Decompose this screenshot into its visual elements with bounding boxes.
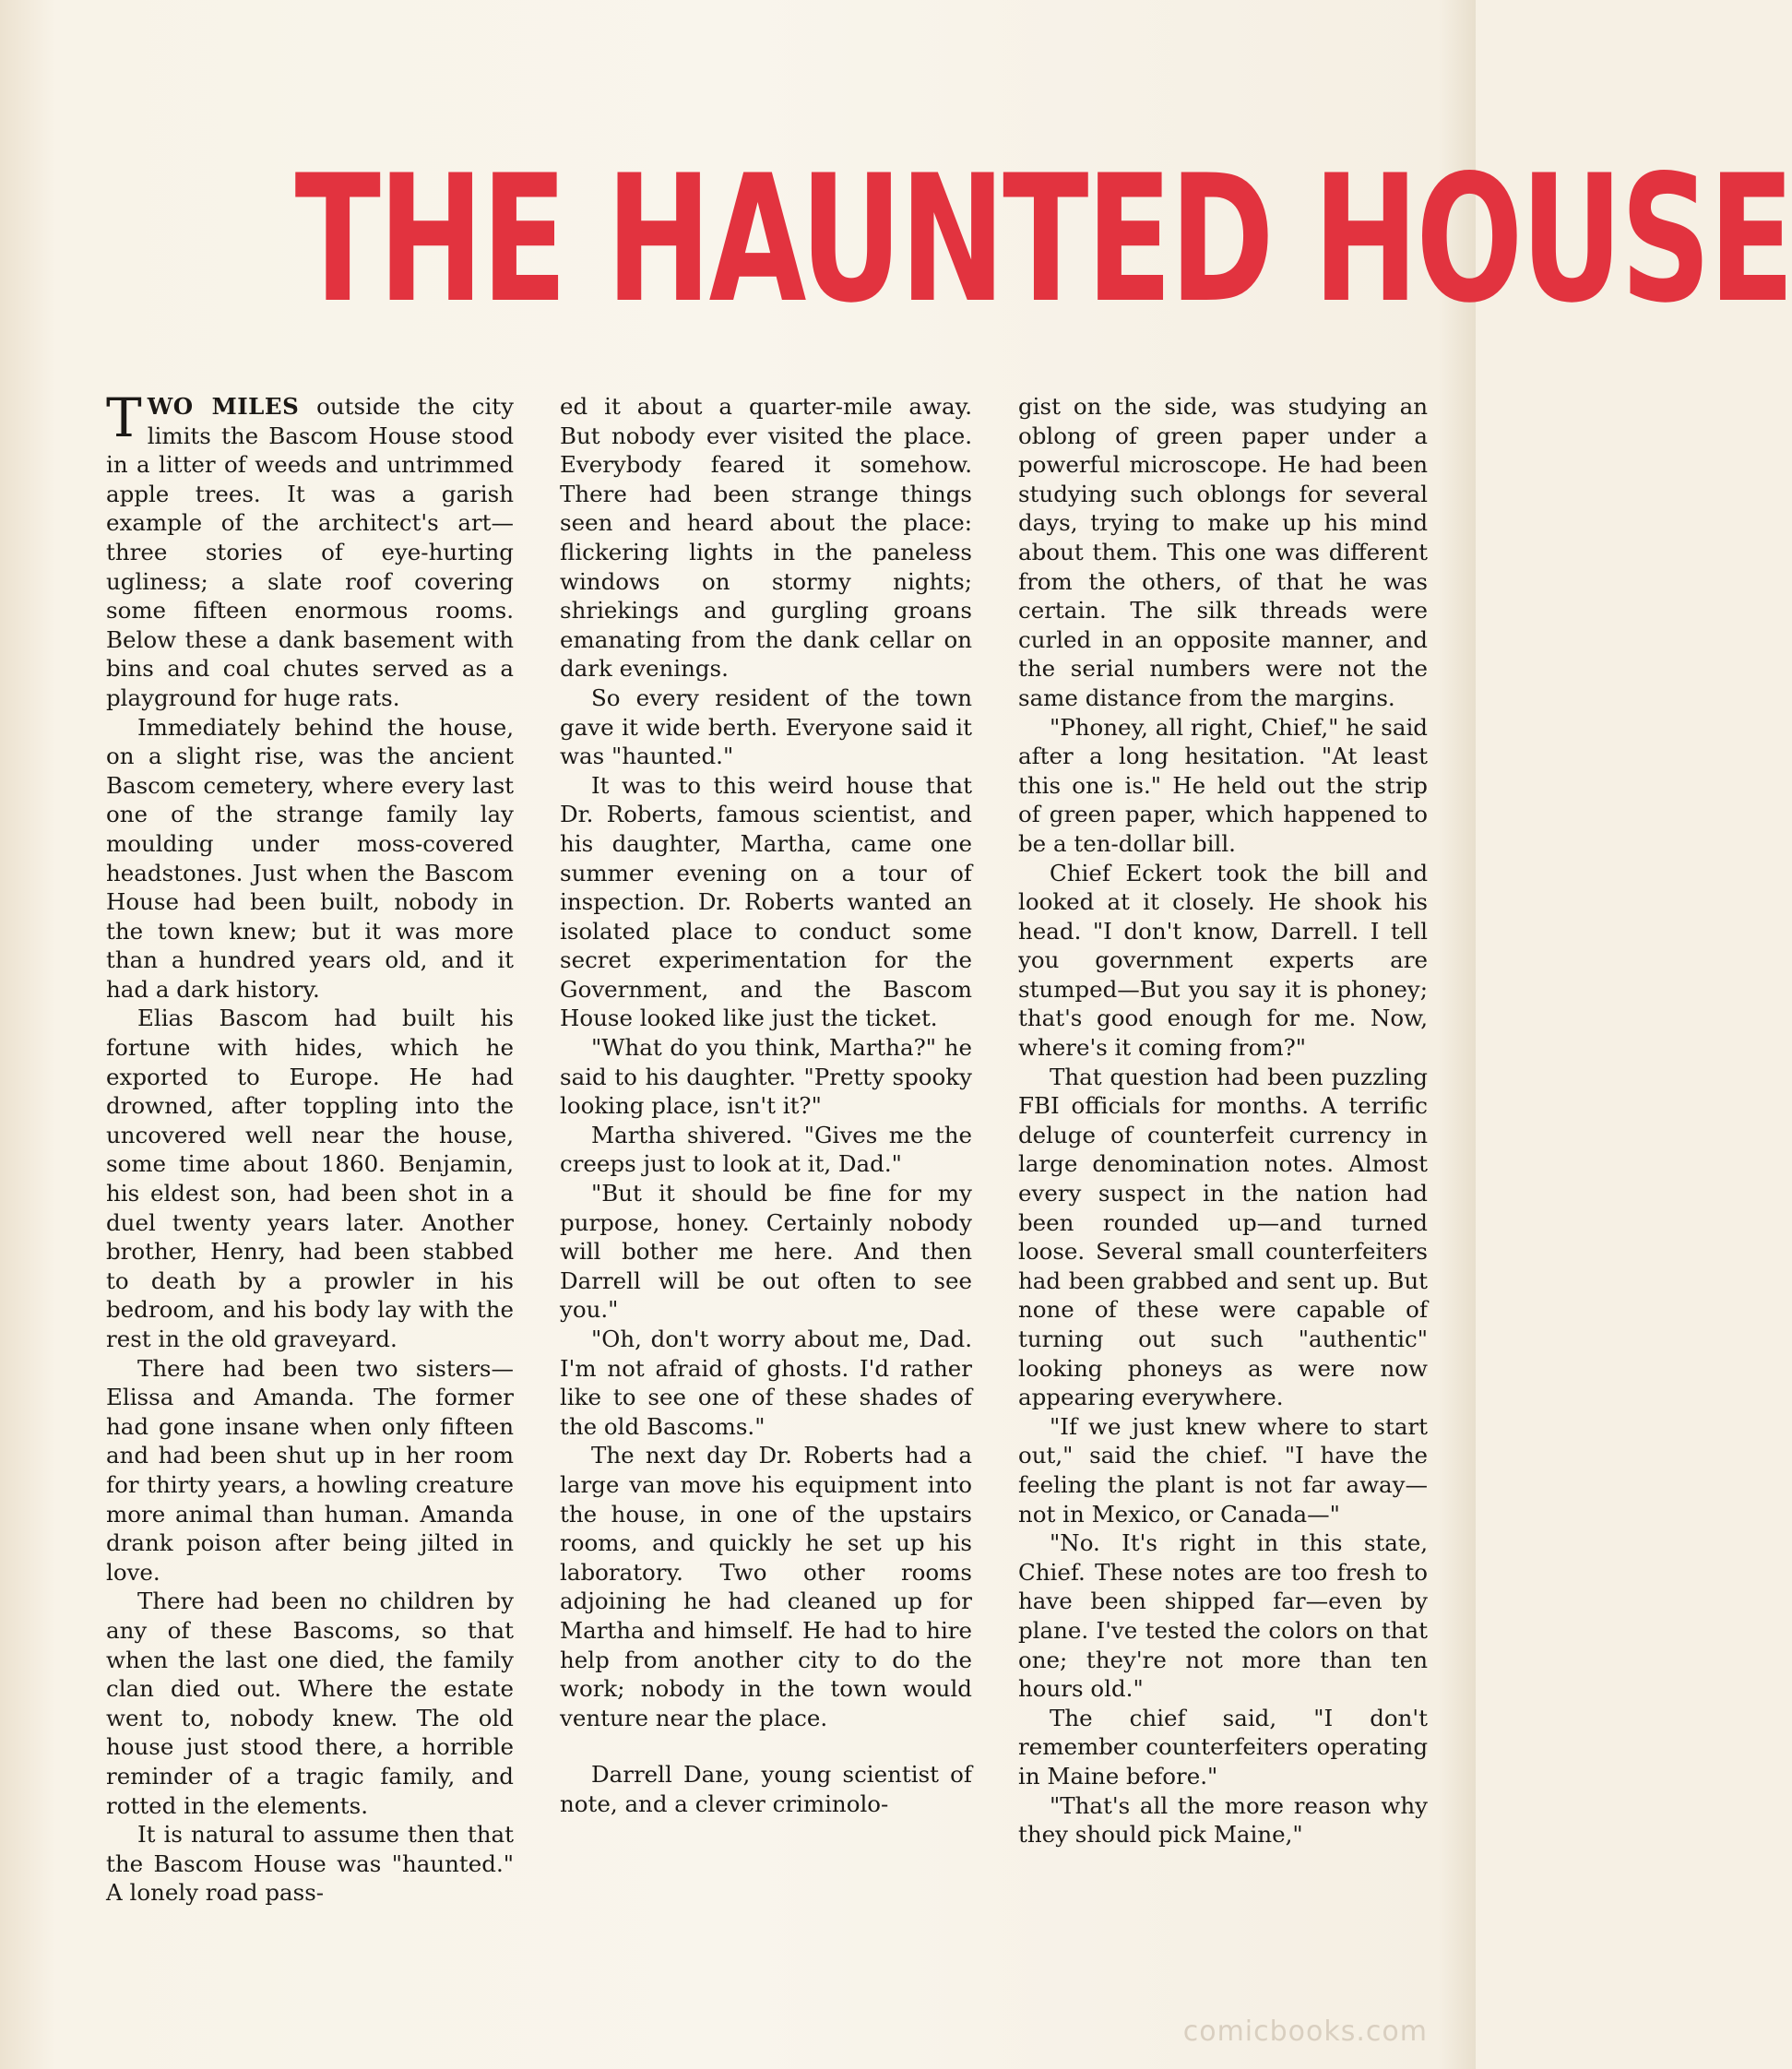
lead-in: WO MILES — [147, 393, 300, 420]
paragraph: There had been no children by any of these Bascoms, so that when the last one died, the family clan died out. Where the estate went to, nobody knew. The old house just stood there, a horrible reminder of a tragic family, and rotted in the elements. — [106, 1587, 514, 1819]
paragraph: The next day Dr. Roberts had a large van move his equipment into the house, in one of the upstairs rooms, and quickly he set up his laboratory. Two other rooms adjoining he had cleaned up for Martha and himself. He had to hire help from another city to do the work; nobody in the town would venture near the place. — [560, 1442, 972, 1731]
story-title: THE HAUNTED HOUSE — [294, 137, 1792, 341]
paragraph: "Oh, don't worry about me, Dad. I'm not afraid of ghosts. I'd rather like to see one of these shades of the old Bascoms." — [560, 1326, 972, 1440]
paragraph: Darrell Dane, young scientist of note, and a clever criminolo- — [560, 1761, 972, 1817]
paragraph — [106, 386, 514, 713]
paragraph: There had been two sisters—Elissa and Amanda. The former had gone insane when only fifteen and had been shut up in her room for thirty years, a howling creature more animal than human. Amanda drank poison after being jilted in love. — [106, 1354, 514, 1586]
text-column-3 — [1018, 392, 1428, 1992]
text-column-2 — [560, 392, 972, 1992]
paragraph: That question had been puzzling FBI officials for months. A terrific deluge of counterfeit currency in large denomination notes. Almost every suspect in the nation had been rounded up—and turned loose. Several small counterfeiters had been grabbed and sent up. But none of these were capable of turning out such "authentic" looking phoneys as were now appearing everywhere. — [1018, 1063, 1428, 1411]
paragraph: It was to this weird house that Dr. Roberts, famous scientist, and his daughter, Martha, came one summer evening on a tour of inspection. Dr. Roberts wanted an isolated place to conduct some secret experimentation for the Government, and the Bascom House looked like just the ticket. — [560, 771, 972, 1032]
text-column-1 — [106, 386, 514, 1992]
paragraph: "If we just knew where to start out," said the chief. "I have the feeling the plant is not far away—not in Mexico, or Canada—" — [1018, 1412, 1428, 1528]
paragraph: "No. It's right in this state, Chief. These notes are too fresh to have been shipped far—even by plane. I've tested the colors on that one; they're not more than ten hours old." — [1018, 1529, 1428, 1703]
paragraph: Martha shivered. "Gives me the creeps just to look at it, Dad." — [560, 1121, 972, 1178]
paragraph: "What do you think, Martha?" he said to his daughter. "Pretty spooky looking place, isn't it?" — [560, 1034, 972, 1120]
paragraph: ed it about a quarter-mile away. But nobody ever visited the place. Everybody feared it somehow. There had been strange things seen and heard about the place: flickering lights in the paneless windows on stormy nights; shriekings and gurgling groans emanating from the dank cellar on dark evenings. — [560, 393, 972, 683]
drop-cap: T — [106, 386, 142, 449]
paragraph: "That's all the more reason why they should pick Maine," — [1018, 1791, 1428, 1849]
paragraph: So every resident of the town gave it wide berth. Everyone said it was "haunted." — [560, 684, 972, 770]
paragraph: Elias Bascom had built his fortune with hides, which he exported to Europe. He had drowned, after toppling into the uncovered well near the house, some time about 1860. Benjamin, his eldest son, had been shot in a duel twenty years later. Another brother, Henry, had been stabbed to death by a prowler in his bedroom, and his body lay with the rest in the old graveyard. — [106, 1005, 514, 1352]
paragraph: The chief said, "I don't remember counterfeiters operating in Maine before." — [1018, 1704, 1428, 1790]
paragraph: "But it should be fine for my purpose, honey. Certainly nobody will bother me here. And then Darrell will be out often to see you." — [560, 1180, 972, 1324]
paragraph: gist on the side, was studying an oblong of green paper under a powerful microscope. He had been studying such oblongs for several days, trying to make up his mind about them. This one was different from the others, of that he was certain. The silk threads were curled in an opposite manner, and the serial numbers were not the same distance from the margins. — [1018, 393, 1428, 711]
site-watermark: comicbooks.com — [1182, 2015, 1428, 2048]
paragraph: It is natural to assume then that the Bascom House was "haunted." A lonely road pass- — [106, 1821, 514, 1907]
paragraph: Chief Eckert took the bill and looked at it closely. He shook his head. "I don't know, Darrell. I tell you government experts are stumped—But you say it is phoney; that's good enough for me. Now, where's it coming from?" — [1018, 859, 1428, 1062]
paragraph-text: outside the city limits the Bascom House stood in a litter of weeds and untrimmed apple trees. It was a garish example of the architect's art—three stories of eye-hurting ugliness; a slate roof covering some fifteen enormous rooms. Below these a dank basement with bins and coal chutes served as a playground for huge rats. — [106, 393, 514, 711]
paragraph: Immediately behind the house, on a slight rise, was the ancient Bascom cemetery, where every last one of the strange family lay moulding under moss-covered headstones. Just when the Bascom House had been built, nobody in the town knew; but it was more than a hundred years old, and it had a dark history. — [106, 713, 514, 1003]
paragraph: "Phoney, all right, Chief," he said after a long hesitation. "At least this one is." He held out the strip of green paper, which happened to be a ten-dollar bill. — [1018, 713, 1428, 857]
